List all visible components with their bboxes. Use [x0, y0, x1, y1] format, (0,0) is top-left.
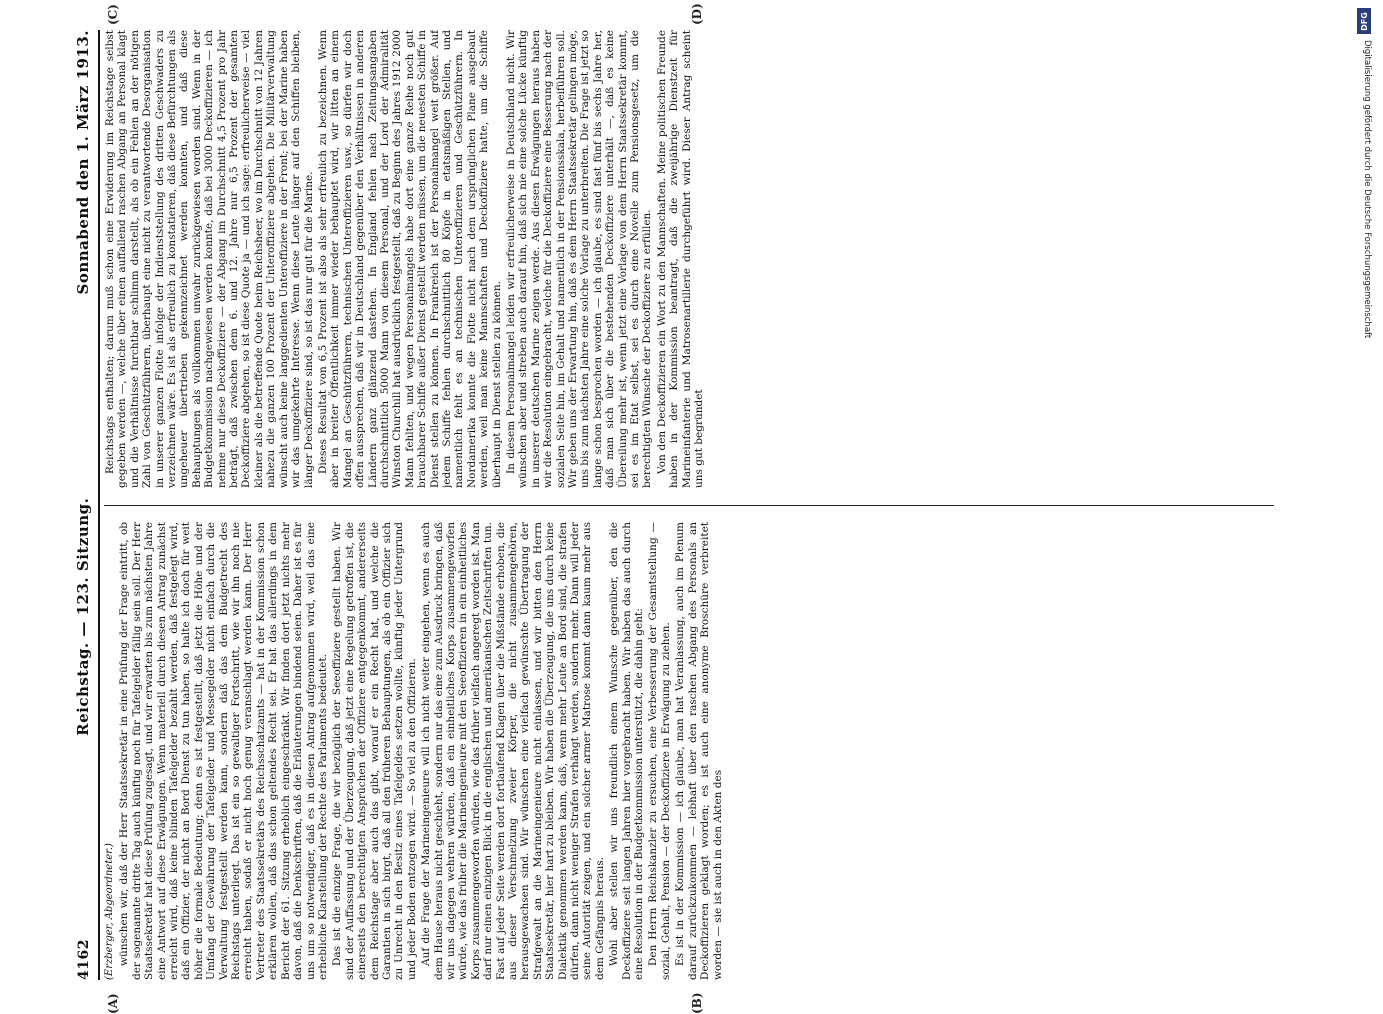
rotated-page — [40, 30, 1330, 980]
margin-marker-a: (A) — [106, 993, 120, 1014]
left-paragraph: Wohl aber stellen wir uns freundlich einem Wunsche gegenüber, den die Deckoffiziere seit langen Jahren hier vorgebracht haben. Wir haben das auch durch eine Resolution in der Budgetkommission unterstützt, die dahin geht: — [608, 522, 645, 980]
page-header — [40, 30, 92, 980]
right-paragraph: Dieses Resultat von 6,5 Prozent ist also als sehr erfreulich zu bezeichnen. Wenn aber in breiter Öffentlichkeit immer wieder behauptet wird, wir litten an einem Mangel an Geschützführern, technischen Unteroffizieren usw., so dürfen wir doch offen aussprechen, daß wir in Deutschland gegenüber den Verhältnissen in anderen Ländern ganz glänzend dastehen. In England fehlen nach Zeitungsangaben durchschnittlich 5000 Mann von diesem Personal, und der Lord der Admiralität Winston Churchill hat ausdrücklich festgestellt, daß zu Beginn des Jahres 1912 2000 Mann fehlten, und wegen Personalmangels habe dort eine ganze Reihe noch gut brauchbarer Schiffe außer Dienst gestellt werden müssen, um die neuesten Schiffe in Dienst stellen zu können. In Frankreich ist der Personalmangel weit größer. Auf jedem Schiffe fehlen durchschnittlich 80 Köpfe in etatsmäßigen Stellen, und namentlich fehlt es an technischen Unteroffizieren und Geschützführern. In Nordamerika konnte die Flotte nicht nach dem ursprünglichen Plane ausgebaut werden, weil man keine Mannschaften und Deckoffiziere hatte, um die Schiffe überhaupt in Dienst stellen zu können. — [317, 30, 503, 488]
digitization-credit: Digitalisierung gefördert durch die Deutsche Forschungsgemeinschaft — [1362, 40, 1372, 338]
left-paragraph: Den Herrn Reichskanzler zu ersuchen, eine Verbesserung der Gesamtstellung — sozial, Gehalt, Pension — der Deckoffiziere in Erwägung zu ziehen. — [647, 522, 672, 980]
left-paragraph: Auf die Frage der Marineingenieure will ich nicht weiter eingehen, wenn es auch dem Hause heraus nicht geschieht, sondern nur das eine zum Ausdruck bringen, daß wir uns dagegen wehren würden, daß ein einheitliches Korps zusammengeworfen würde, wie das früher die Marineingenieure mit den Seeoffizieren in ein einheitliches Korps zusammengeworfen würden, wie das früher vielfach angeregt worden ist. Man darf nur einen einzigen Blick in die englischen und amerikanischen Zeitschriften tun. Fast auf jeder Seite werden dort fortlaufend Klagen über die Mißstände erhoben, die aus dieser Verschmelzung zweier Körper, die nicht zusammengehören, herausgewachsen sind. Wir wünschen eine vielfach gewünschte Übertragung der Strafgewalt an die Marineingenieure nicht einlassen, und wir bitten den Herrn Staatssekretär, hier hart zu bleiben. Wir haben die Überzeugung, die uns durch keine Dialektik genommen werden kann, daß, wenn mehr Leute an Bord sind, die strafen dürfen, dann nicht weniger Strafen verhängt werden, sondern mehr. Dann will jeder seine Autorität zeigen, und ein solcher armer Matrose kommt dann kaum mehr aus dem Gefängnis heraus. — [420, 522, 606, 980]
column-rule — [104, 505, 1274, 506]
page-number: 4162 — [76, 939, 92, 980]
margin-marker-c: (C) — [106, 4, 120, 25]
margin-marker-d: (D) — [690, 3, 704, 25]
right-paragraph: Reichstags enthalten; darum muß schon eine Erwiderung im Reichstage selbst gegeben werden —, welche über einen auffallend raschen Abgang an Personal klagt und die Verhältnisse furchtbar schlimm darstellt, als ob ein Fehlen an der nötigen Zahl von Geschützführern, überhaupt eine nicht zu verantwortende Desorganisation in unserer ganzen Flotte infolge der Indienststellung des dritten Geschwaders zu verzeichnen wäre. Es ist als erfreulich zu konstatieren, daß diese Befürchtungen als ungeheuer übertrieben gekennzeichnet werden konnten, und daß diese Behauptungen als vollkommen unwahr zurückgewiesen worden sind. Wenn in der Budgetkommission nachgewiesen werden konnte, daß bei 3000 Deckoffizieren — ich nehme nur diese Deckoffiziere — der Abgang im Durchschnitt 4,5 Prozent pro Jahr beträgt, daß zwischen dem 6. und 12. Jahre nur 6,5 Prozent der gesamten Deckoffiziere abgehen, so ist diese Quote ja — und ich sage: erfreulicherweise — viel kleiner als die betreffende Quote beim Reichsheer, wo im Durchschnitt von 12 Jahren nahezu die ganzen 100 Prozent der Unteroffiziere abgehen. Die Militärverwaltung wünscht auch keine langgedienten Unteroffiziere in der Front; bei der Marine haben wir das umgekehrte Interesse. Wenn diese Leute länger auf den Schiffen bleiben, länger Deckoffiziere sind, so ist das nur gut für die Marine. — [104, 30, 315, 488]
header-left-title: Reichstag. — 123. Sitzung. — [74, 498, 92, 736]
left-paragraph: Das ist die einzige Frage, die wir bezüglich der Seeoffiziere gestellt haben. Wir sind der Auffassung und der Überzeugung, daß jetzt eine Regelung getroffen ist, die einerseits den berechtigten Ansprüchen der Offiziere entgegenkommt, andererseits dem Reichstage aber auch das gibt, worauf er ein Recht hat, und welche die Garantien in sich birgt, daß all den früheren Behauptungen, als ob ein Offizier sich zu Unrecht in den Besitz eines Tafelgeldes setzen wollte, künftig jeder Untergrund und jeder Boden entzogen wird. — So viel zu den Offizieren. — [331, 522, 418, 980]
dfg-logo — [1357, 8, 1371, 34]
left-paragraph: wünschen wir, daß der Herr Staatssekretär in eine Prüfung der Frage eintritt, ob der sogenannte dritte Tag auch künftig noch für Tafelgelder fällig sein soll. Der Herr Staatssekretär hat diese Prüfung zugesagt, und wir erwarten bis zum nächsten Jahre eine Antwort auf diese Erwägungen. Wenn materiell durch diesen Antrag zunächst erreicht wird, daß keine blinden Tafelgelder bezahlt werden, daß festgelegt wird, daß ein Offizier, der nicht an Bord Dienst zu tun haben, so halte ich doch für weit höher die formale Bedeutung; denn es ist festgestellt, daß jetzt die Höhe und der Umfang der Gewährung der Tafelgelder und Messegelder nicht einfach durch die Verwaltung festgestellt werden kann, sondern daß das dem Budgetrecht des Reichstags unterliegt. Das ist ein so gewaltiger Fortschritt, wie wir ihn noch nie erreicht haben, sodaß er nicht hoch genug veranschlagt werden kann. Der Herr Vertreter des Staatssekretärs des Reichsschatzamts — hat in der Kommission schon erklären wollen, daß das schon geltendes Recht sei. Er hat das allerdings in dem Bericht der 61. Sitzung erheblich eingeschränkt. Wir finden dort jetzt nichts mehr davon, daß die Denkschriften, daß die Erläuterungen bindend seien. Daher ist es für uns um so notwendiger, daß es in diesen Antrag aufgenommen wird, weil das eine erhebliche Klarstellung der Rechte des Parlaments bedeutet. — [118, 522, 329, 980]
header-right-title: Sonnabend den 1. März 1913. — [74, 30, 92, 295]
left-column — [104, 522, 1274, 980]
right-paragraph: In diesem Personalmangel leiden wir erfreulicherweise in Deutschland nicht. Wir wünschen aber und streben auch darauf hin, daß sich nie eine solche Lücke künftig in unserer deutschen Marine zeigen werde. Aus diesen Erwägungen heraus haben wir die Resolution eingebracht, welche für die Deckoffiziere eine Besserung nach der sozialen Seite hin, im Gehalt und namentlich in der Pensionsskala, herbeiführen soll. Wir geben uns der Erwartung hin, daß es dem Herrn Staatssekretär gelingen möge, uns bis zum nächsten Jahre eine solche Vorlage zu unterbreiten. Die Frage ist jetzt so lange schon besprochen worden — ich glaube, es sind fast fünf bis sechs Jahre her, daß man sich über die bestehenden Deckoffiziere unterhält —, daß es keine Übereilung mehr ist, wenn jetzt eine Vorlage von dem Herrn Staatssekretär kommt, sei es im Etat selbst, sei es durch eine Novelle zum Pensionsgesetz, um die berechtigten Wünsche der Deckoffiziere zu erfüllen. — [505, 30, 654, 488]
right-paragraph: Von den Deckoffizieren ein Wort zu den Mannschaften. Meine politischen Freunde haben in der Kommission beantragt, daß die zweijährige Dienstzeit für Marineinfanterie und Matrosenartillerie durchgeführt wird. Dieser Antrag scheint uns gut begründet — [656, 30, 706, 488]
dfg-logo-text: DFG — [1360, 12, 1369, 31]
header-rule — [98, 30, 100, 980]
margin-marker-b: (B) — [690, 993, 704, 1014]
right-column — [104, 30, 1274, 488]
left-paragraph: Es ist in der Kommission — ich glaube, man hat Veranlassung, auch im Plenum darauf zurückzukommen — lebhaft über den raschen Abgang des Personals an Deckoffizieren geklagt worden; es ist auch eine anonyme Broschüre verbreitet worden — sie ist auch in den Akten des — [674, 522, 724, 980]
speaker-label: (Erzberger, Abgeordneter.) — [104, 522, 116, 980]
